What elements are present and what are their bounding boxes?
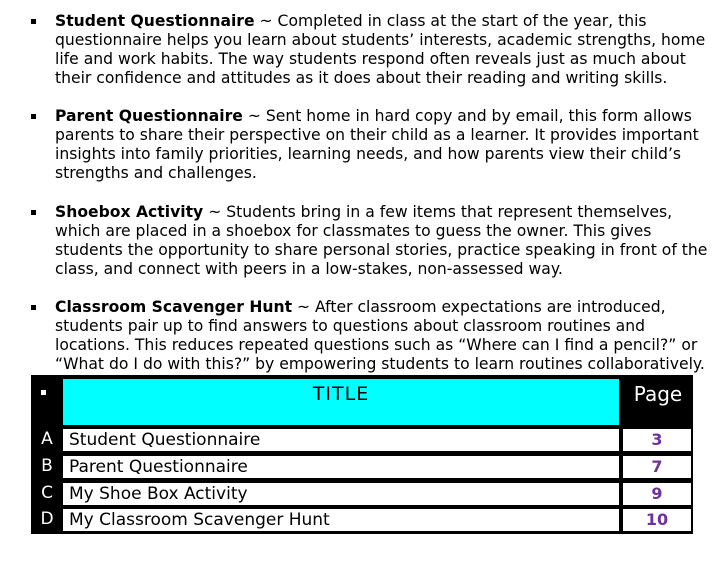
row-title: Student Questionnaire [63,429,619,451]
bullet-text: ~ Completed in class at the start of the year, this questionnaire helps you learn about students’ interests, academic strengths, home life and work habits. The way students respond often reveals just as much about their confidence and attitudes as it does about their reading and writing skills. [55,12,706,87]
table-row [31,427,693,451]
row-title: My Classroom Scavenger Hunt [63,509,619,531]
row-letter: B [41,456,53,476]
row-page-number: 7 [623,456,691,478]
row-letter: A [41,429,53,449]
bullet-text: ~ After classroom expectations are introduced, students pair up to find answers to questions about classroom routines and locations. This reduces repeated questions such as “Where can I find a pencil?” or “What do I do with this?” by empowering students to learn routines collaboratively. [55,298,705,373]
bullet-heading: Student Questionnaire [55,12,255,30]
table-row [31,481,693,505]
bullet-text: ~ Sent home in hard copy and by email, this form allows parents to share their perspective on their child as a learner. It provides important insights into family priorities, learning needs, and how parents view their child’s strengths and challenges. [55,107,699,182]
bullet-square-icon [31,114,36,119]
page-column-header: Page [633,382,683,406]
row-page-number: 3 [623,429,691,451]
row-title: My Shoe Box Activity [63,483,619,505]
row-title: Parent Questionnaire [63,456,619,478]
table-row [31,454,693,478]
table-title-cell: TITLE [63,379,619,425]
header-bullet-icon [41,390,46,395]
row-page-number: 10 [623,509,691,531]
row-page-number: 9 [623,483,691,505]
bullet-heading: Classroom Scavenger Hunt [55,298,293,316]
bullet-square-icon [31,305,36,310]
bullet-square-icon [31,210,36,215]
contents-table [31,375,693,534]
bullet-square-icon [31,19,36,24]
bullet-text: ~ Students bring in a few items that represent themselves, which are placed in a shoebox for classmates to guess the owner. This gives students the opportunity to share personal stories, practice speaking in front of the class, and connect with peers in a low-stakes, non-assessed way. [55,203,708,278]
row-letter: C [41,483,53,503]
bullet-heading: Parent Questionnaire [55,107,243,125]
table-row [31,507,693,531]
row-letter: D [40,509,54,529]
bullet-heading: Shoebox Activity [55,203,204,221]
